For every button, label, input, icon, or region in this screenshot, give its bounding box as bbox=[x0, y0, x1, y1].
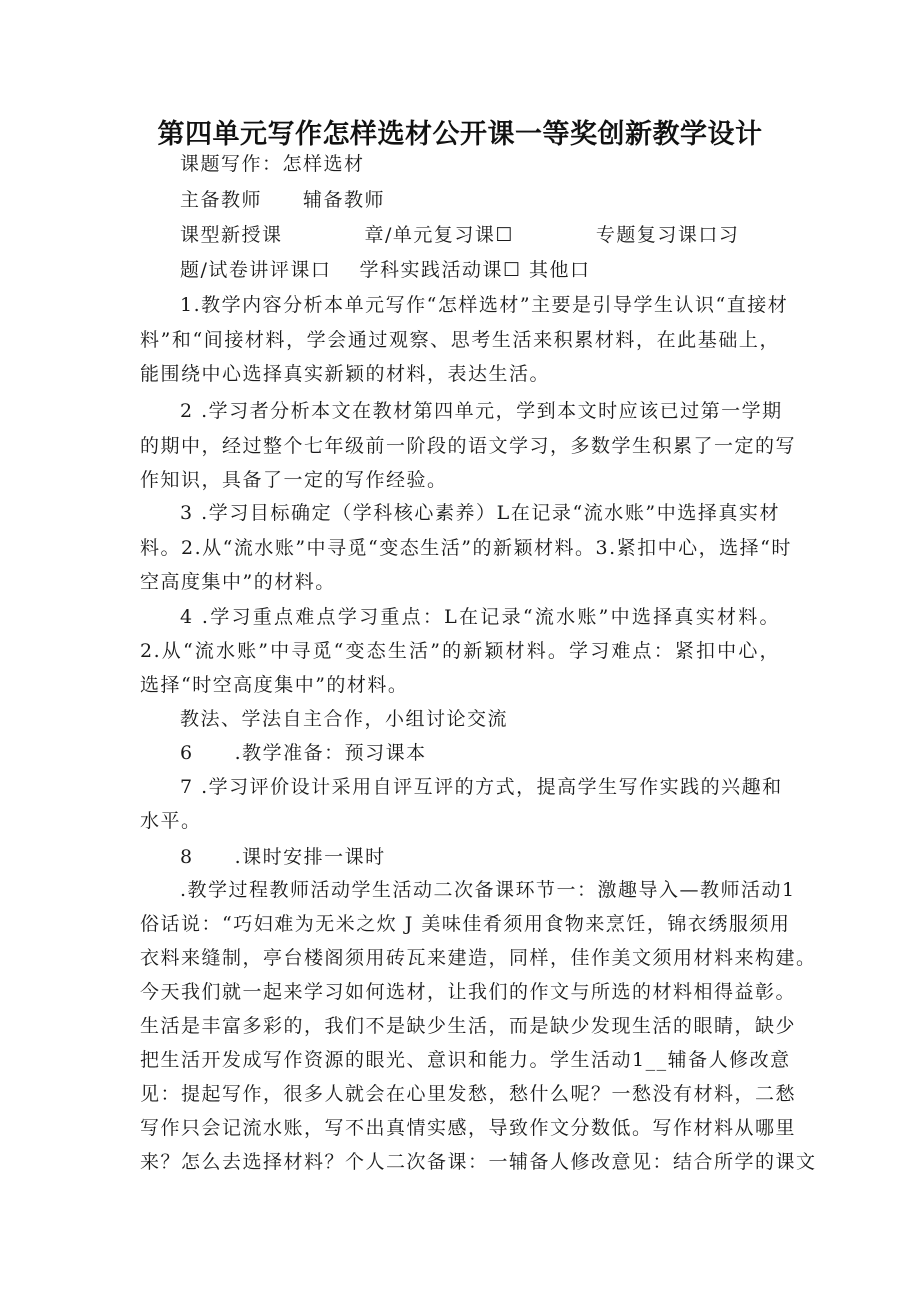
text-line: 2.从“流水账”中寻觅“变态生活”的新颖材料。学习难点：紧扣中心， bbox=[140, 640, 780, 662]
text-line: 见：提起写作，很多人就会在心里发愁，愁什么呢？一愁没有材料，二愁 bbox=[140, 1083, 797, 1105]
text-line: 1.教学内容分析本单元写作“怎样选材”主要是引导学生认识“直接材 bbox=[180, 294, 789, 316]
text-line: 衣料来缝制，亭台楼阁须用砖瓦来建造，同样，佳作美文须用材料来构建。 bbox=[140, 947, 817, 969]
text-line: 俗话说：“巧妇难为无米之炊 J 美味佳肴须用食物来烹饪，锦衣绣服须用 bbox=[140, 913, 791, 935]
text-line: 题/试卷讲评课口 学科实践活动课☐ 其他口 bbox=[180, 259, 591, 281]
text-line: 4 .学习重点难点学习重点：L在记录“流水账”中选择真实材料。 bbox=[180, 606, 780, 628]
text-line: 料。2.从“流水账”中寻觅“变态生活”的新颖材料。3.紧扣中心，选择“时 bbox=[140, 537, 792, 559]
text-line: 教法、学法自主合作，小组讨论交流 bbox=[180, 708, 509, 730]
text-line: 的期中，经过整个七年级前一阶段的语文学习，多数学生积累了一定的写 bbox=[140, 435, 797, 457]
text-line: 今天我们就一起来学习如何选材，让我们的作文与所选的材料相得益彰。 bbox=[140, 981, 797, 1003]
text-line: 2 .学习者分析本文在教材第四单元，学到本文时应该已过第一学期 bbox=[180, 400, 783, 422]
text-line: 作知识，具备了一定的写作经验。 bbox=[140, 469, 448, 491]
text-line: 6 .教学准备：预习课本 bbox=[180, 742, 427, 764]
text-line: 水平。 bbox=[140, 810, 202, 832]
text-line: 课型新授课 章/单元复习课☐ 专题复习课口习 bbox=[180, 224, 740, 246]
text-line: 空高度集中”的材料。 bbox=[140, 571, 336, 593]
text-line: .教学过程教师活动学生活动二次备课环节一：激趣导入—教师活动1 bbox=[180, 879, 796, 901]
document-title: 第四单元写作怎样选材公开课一等奖创新教学设计 bbox=[157, 119, 763, 150]
text-line: 能围绕中心选择真实新颖的材料，表达生活。 bbox=[140, 363, 551, 385]
text-line: 来？怎么去选择材料？个人二次备课：一辅备人修改意见：结合所学的课文 bbox=[140, 1151, 817, 1173]
text-line: 料”和“间接材料，学会通过观察、思考生活来积累材料，在此基础上， bbox=[140, 329, 780, 351]
text-line: 主备教师 辅备教师 bbox=[180, 189, 386, 211]
text-line: 7 .学习评价设计采用自评互评的方式，提高学生写作实践的兴趣和 bbox=[180, 776, 783, 798]
text-line: 把生活开发成写作资源的眼光、意识和能力。学生活动1__辅备人修改意 bbox=[140, 1049, 791, 1071]
text-line: 8 .课时安排一课时 bbox=[180, 846, 386, 868]
text-line: 写作只会记流水账，写不出真情实感，导致作文分数低。写作材料从哪里 bbox=[140, 1117, 797, 1139]
text-line: 3 .学习目标确定（学科核心素养）L在记录“流水账”中选择真实材 bbox=[180, 502, 780, 524]
text-line: 课题写作：怎样选材 bbox=[180, 153, 365, 175]
text-line: 生活是丰富多彩的，我们不是缺少生活，而是缺少发现生活的眼睛，缺少 bbox=[140, 1015, 797, 1037]
text-line: 选择“时空高度集中”的材料。 bbox=[140, 674, 409, 696]
